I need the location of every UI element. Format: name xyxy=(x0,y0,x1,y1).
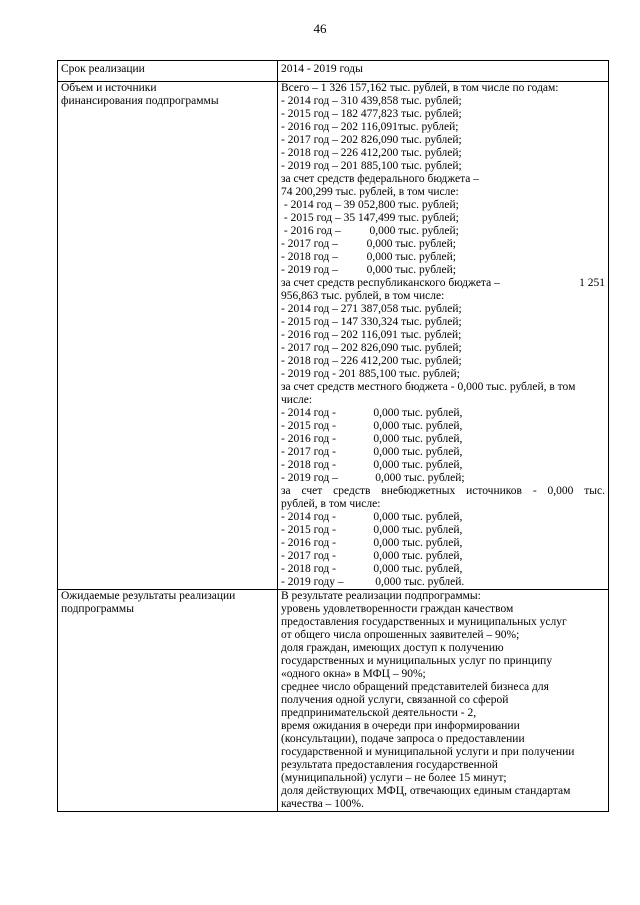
results-line: среднее число обращений представителей бизнеса для xyxy=(281,681,549,693)
results-line: результата предоставления государственной xyxy=(281,759,498,771)
extrabudget-line: - 2016 год - 0,000 тыс. рублей, xyxy=(281,537,463,549)
funding-line: - 2015 год – 35 147,499 тыс. рублей; xyxy=(281,212,459,224)
local-line: - 2019 год – 0,000 тыс. рублей; xyxy=(281,472,465,484)
results-line: (консультации), подаче запроса о предоставлении xyxy=(281,733,525,745)
results-label-line: Ожидаемые результаты реализации xyxy=(61,590,236,602)
local-line: - 2014 год - 0,000 тыс. рублей, xyxy=(281,407,463,419)
results-line: В результате реализации подпрограммы: xyxy=(281,590,481,602)
results-line: доля граждан, имеющих доступ к получению xyxy=(281,642,504,654)
local-line: - 2015 год - 0,000 тыс. рублей, xyxy=(281,420,463,432)
funding-line: 74 200,299 тыс. рублей, в том числе: xyxy=(281,186,459,198)
results-line: предоставления государственных и муниципальных услуг xyxy=(281,616,567,628)
extrabudget-line: - 2018 год - 0,000 тыс. рублей, xyxy=(281,563,463,575)
term-label-cell xyxy=(58,61,278,82)
extrabudget-line: рублей, в том числе: xyxy=(281,498,381,510)
table-row-results xyxy=(58,590,609,812)
results-line: «одного окна» в МФЦ – 90%; xyxy=(281,668,426,680)
results-label-line: подпрограммы xyxy=(61,603,134,615)
republic-line: - 2015 год – 147 330,324 тыс. рублей; xyxy=(281,316,462,328)
results-line: доля действующих МФЦ, отвечающих единым стандартам xyxy=(281,785,571,797)
extrabudget-first-line: за счет средств внебюджетных источников - 0,000 тыс. xyxy=(281,485,605,497)
funding-label-line: финансирования подпрограммы xyxy=(61,95,219,107)
term-label: Срок реализации xyxy=(61,63,145,75)
republic-line: 956,863 тыс. рублей, в том числе: xyxy=(281,290,445,302)
funding-line: - 2014 год – 310 439,858 тыс. рублей; xyxy=(281,95,462,107)
funding-line: - 2016 год – 202 116,091тыс. рублей; xyxy=(281,121,459,133)
results-line: уровень удовлетворенности граждан качеством xyxy=(281,603,514,615)
funding-line: за счет средств федерального бюджета – xyxy=(281,173,480,185)
funding-label-cell xyxy=(58,82,278,590)
funding-line: - 2014 год – 39 052,800 тыс. рублей; xyxy=(281,199,459,211)
local-line: - 2016 год - 0,000 тыс. рублей, xyxy=(281,433,463,445)
results-line: предпринимательской деятельности - 2, xyxy=(281,707,477,719)
funding-label-line: Объем и источники xyxy=(61,82,157,94)
page-number: 46 xyxy=(313,21,327,36)
republic-budget-line xyxy=(281,277,605,290)
extrabudget-line: - 2019 году – 0,000 тыс. рублей. xyxy=(281,576,465,588)
republic-line: - 2016 год – 202 116,091 тыс. рублей; xyxy=(281,329,462,341)
term-value-cell xyxy=(278,61,609,82)
funding-line: - 2018 год – 0,000 тыс. рублей; xyxy=(281,251,456,263)
local-line: за счет средств местного бюджета - 0,000 тыс. рублей, в том xyxy=(281,381,576,393)
results-line: государственных и муниципальных услуг по принципу xyxy=(281,655,553,667)
funding-line: - 2016 год – 0,000 тыс. рублей; xyxy=(281,225,459,237)
local-line: - 2018 год - 0,000 тыс. рублей, xyxy=(281,459,463,471)
funding-line: - 2017 год – 0,000 тыс. рублей; xyxy=(281,238,456,250)
results-line: время ожидания в очереди при информировании xyxy=(281,720,520,732)
extrabudget-line: - 2014 год - 0,000 тыс. рублей, xyxy=(281,511,463,523)
results-line: (муниципальной) услуги – не более 15 минут; xyxy=(281,772,507,784)
funding-line: - 2015 год – 182 477,823 тыс. рублей; xyxy=(281,108,462,120)
republic-line: - 2018 год – 226 412,200 тыс. рублей; xyxy=(281,355,462,367)
results-line: от общего числа опрошенных заявителей – 90%; xyxy=(281,629,520,641)
results-line: качества – 100%. xyxy=(281,798,364,810)
results-line: получения одной услуги, связанной со сферой xyxy=(281,694,509,706)
republic-line: - 2014 год – 271 387,058 тыс. рублей; xyxy=(281,303,462,315)
republic-budget-amount-start: 1 251 xyxy=(579,277,605,289)
results-label-cell xyxy=(58,590,278,812)
funding-line: - 2017 год – 202 826,090 тыс. рублей; xyxy=(281,134,462,146)
table-row-funding xyxy=(58,82,609,590)
local-line: - 2017 год - 0,000 тыс. рублей, xyxy=(281,446,463,458)
republic-budget-text: за счет средств республиканского бюджета – xyxy=(281,277,500,289)
funding-line: Всего – 1 326 157,162 тыс. рублей, в том числе по годам: xyxy=(281,82,559,94)
results-value-cell xyxy=(278,590,609,812)
extrabudget-line: - 2017 год - 0,000 тыс. рублей, xyxy=(281,550,463,562)
table-row-term xyxy=(58,61,609,82)
funding-value-cell xyxy=(278,82,609,590)
funding-line: - 2018 год – 226 412,200 тыс. рублей; xyxy=(281,147,462,159)
republic-line: - 2017 год – 202 826,090 тыс. рублей; xyxy=(281,342,462,354)
local-line: числе: xyxy=(281,394,313,406)
term-value: 2014 - 2019 годы xyxy=(281,63,363,75)
results-line: государственной и муниципальной услуги и при получении xyxy=(281,746,575,758)
subprogram-passport-table xyxy=(57,60,609,812)
funding-line: - 2019 год – 0,000 тыс. рублей; xyxy=(281,264,456,276)
extrabudget-line: - 2015 год - 0,000 тыс. рублей, xyxy=(281,524,463,536)
funding-line: - 2019 год – 201 885,100 тыс. рублей; xyxy=(281,160,462,172)
republic-line: - 2019 год - 201 885,100 тыс. рублей; xyxy=(281,368,460,380)
